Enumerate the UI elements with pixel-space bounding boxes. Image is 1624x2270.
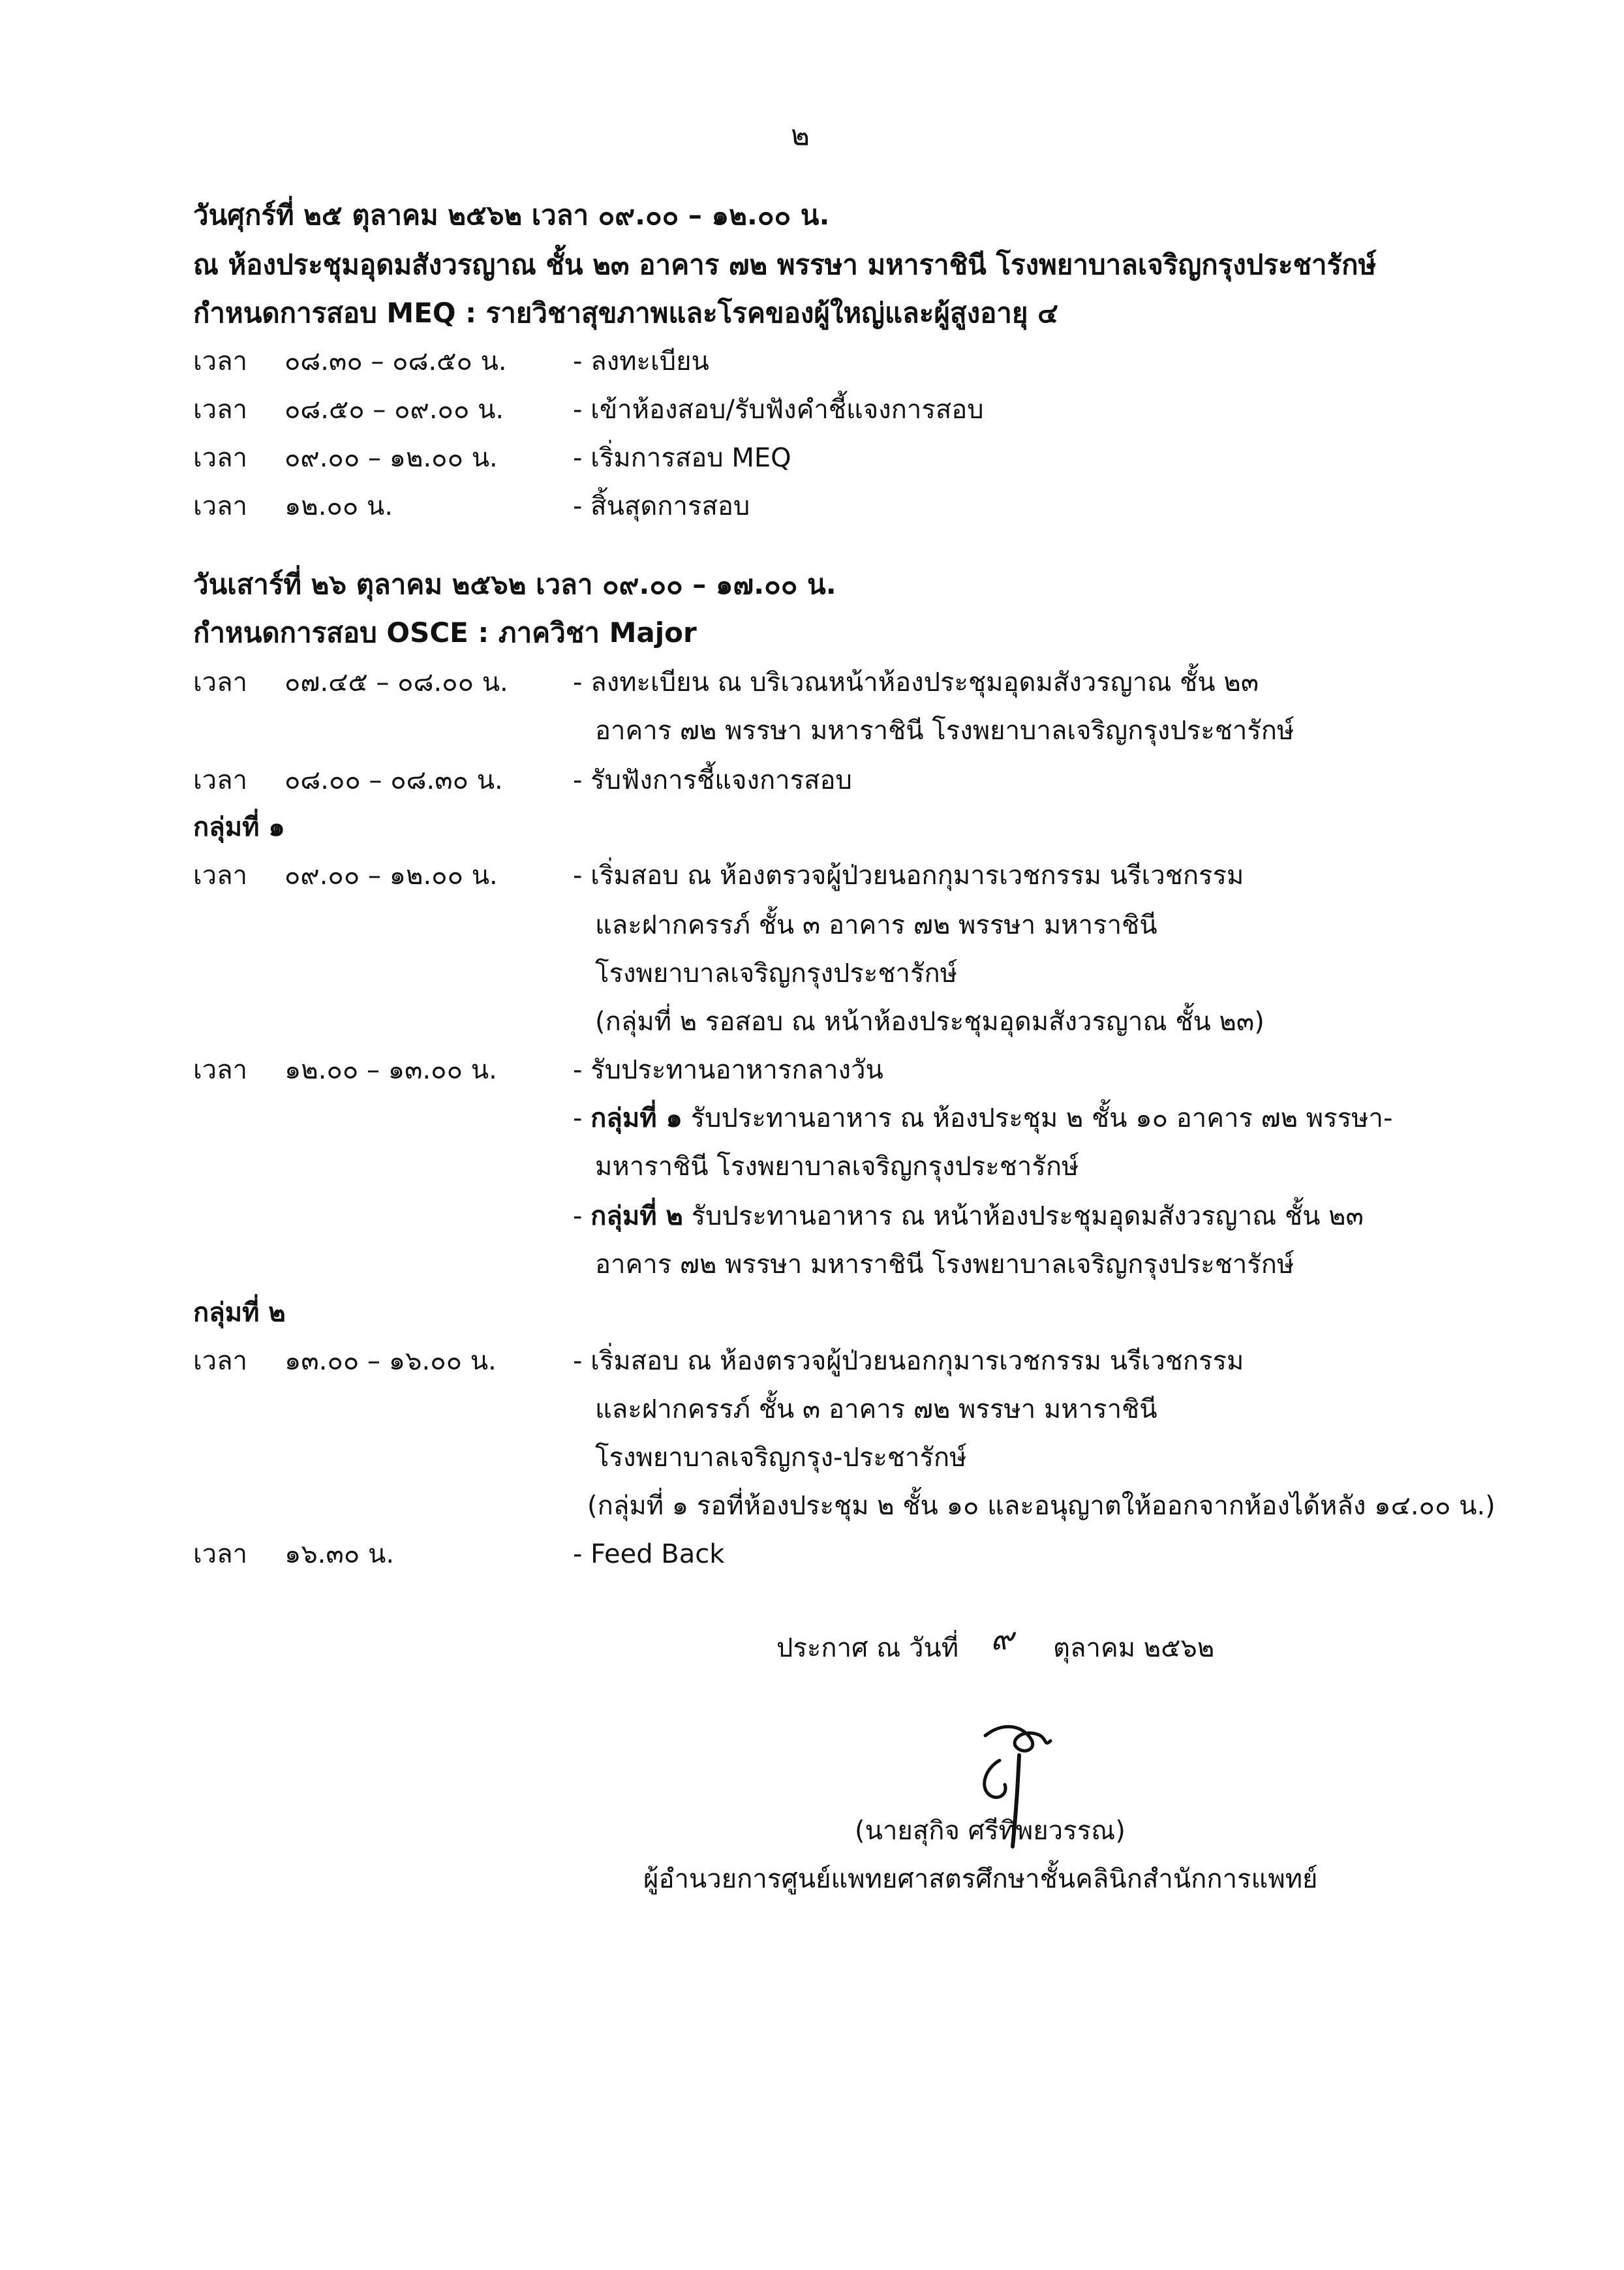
lunch-group2-line <box>573 1197 1364 1236</box>
activity-text: อาคาร ๗๒ พรรษา มหาราชินี โรงพยาบาลเจริญกรุงประชารักษ์ <box>595 1250 1295 1280</box>
time-range: ๑๓.๐๐ – ๑๖.๐๐ น. <box>284 1346 497 1376</box>
activity-text: โรงพยาบาลเจริญกรุงประชารักษ์ <box>595 959 958 989</box>
activity-text: อาคาร ๗๒ พรรษา มหาราชินี โรงพยาบาลเจริญกรุงประชารักษ์ <box>595 716 1295 746</box>
time-label: เวลา <box>193 1055 248 1085</box>
time-label: เวลา <box>193 395 248 425</box>
bullet-dash: - <box>573 1201 591 1231</box>
activity-text: รับประทานอาหาร ณ หน้าห้องประชุมอุดมสังวรญาณ ชั้น ๒๓ <box>682 1201 1364 1231</box>
group-label: กลุ่มที่ ๒ <box>590 1201 683 1231</box>
time-range: ๑๒.๐๐ น. <box>284 491 393 521</box>
time-label: เวลา <box>193 765 248 795</box>
day1-venue: ณ ห้องประชุมอุดมสังวรญาณ ชั้น ๒๓ อาคาร ๗๒ พรรษา มหาราชินี โรงพยาบาลเจริญกรุงประชารักษ์ <box>193 249 1377 281</box>
time-range: ๐๘.๐๐ – ๐๘.๓๐ น. <box>284 765 503 795</box>
group1-heading: กลุ่มที่ ๑ <box>193 812 285 842</box>
signatory-name: (นายสุกิจ ศรีทิพยวรรณ) <box>855 1816 1126 1846</box>
activity-text: - เริ่มสอบ ณ ห้องตรวจผู้ป่วยนอกกุมารเวชกรรม นรีเวชกรรม <box>573 1346 1244 1376</box>
activity-text: โรงพยาบาลเจริญกรุง-ประชารักษ์ <box>595 1443 967 1473</box>
time-range: ๐๙.๐๐ – ๑๒.๐๐ น. <box>284 861 498 891</box>
day2-title: วันเสาร์ที่ ๒๖ ตุลาคม ๒๕๖๒ เวลา ๐๙.๐๐ – ๑๗.๐๐ น. <box>193 568 836 600</box>
activity-text: - สิ้นสุดการสอบ <box>573 491 750 521</box>
activity-text: - เข้าห้องสอบ/รับฟังคำชี้แจงการสอบ <box>573 395 984 425</box>
activity-text: มหาราชินี โรงพยาบาลเจริญกรุงประชารักษ์ <box>595 1152 1079 1182</box>
activity-text: รับประทานอาหาร ณ ห้องประชุม ๒ ชั้น ๑๐ อาคาร ๗๒ พรรษา- <box>682 1103 1393 1133</box>
group-label: กลุ่มที่ ๑ <box>590 1103 682 1133</box>
activity-text: - เริ่มสอบ ณ ห้องตรวจผู้ป่วยนอกกุมารเวชกรรม นรีเวชกรรม <box>573 861 1244 891</box>
time-label: เวลา <box>193 667 248 698</box>
signatory-position: ผู้อำนวยการศูนย์แพทยศาสตรศึกษาชั้นคลินิกสำนักการแพทย์ <box>643 1864 1318 1894</box>
time-range: ๑๖.๓๐ น. <box>284 1539 395 1569</box>
day2-exam-heading: กำหนดการสอบ OSCE : ภาควิชา Major <box>193 617 697 649</box>
time-range: ๐๘.๓๐ – ๐๘.๕๐ น. <box>284 346 507 376</box>
activity-text: - รับประทานอาหารกลางวัน <box>573 1055 883 1085</box>
activity-text: - ลงทะเบียน <box>573 346 709 376</box>
announcement-day-handwritten: ๙ <box>990 1621 1014 1657</box>
time-label: เวลา <box>193 491 248 521</box>
day1-exam-heading: กำหนดการสอบ MEQ : รายวิชาสุขภาพและโรคของผู้ใหญ่และผู้สูงอายุ ๔ <box>193 297 1058 329</box>
lunch-group1-line <box>573 1099 1392 1138</box>
bullet-dash: - <box>573 1103 591 1133</box>
time-label: เวลา <box>193 1346 248 1376</box>
time-label: เวลา <box>193 346 248 376</box>
activity-text: และฝากครรภ์ ชั้น ๓ อาคาร ๗๒ พรรษา มหาราชินี <box>595 1394 1157 1424</box>
group2-heading: กลุ่มที่ ๒ <box>193 1298 286 1328</box>
time-range: ๑๒.๐๐ – ๑๓.๐๐ น. <box>284 1055 497 1085</box>
activity-text: และฝากครรภ์ ชั้น ๓ อาคาร ๗๒ พรรษา มหาราชินี <box>595 910 1157 940</box>
activity-text: - เริ่มการสอบ MEQ <box>573 443 791 473</box>
announcement-prefix: ประกาศ ณ วันที่ <box>776 1633 959 1663</box>
activity-text: - Feed Back <box>573 1539 725 1569</box>
announcement-month-year: ตุลาคม ๒๕๖๒ <box>1053 1633 1215 1663</box>
day1-title: วันศุกร์ที่ ๒๕ ตุลาคม ๒๕๖๒ เวลา ๐๙.๐๐ – ๑๒.๐๐ น. <box>193 199 830 231</box>
time-range: ๐๗.๔๕ – ๐๘.๐๐ น. <box>284 667 508 698</box>
page-number: ๒ <box>791 119 810 152</box>
activity-note: (กลุ่มที่ ๑ รอที่ห้องประชุม ๒ ชั้น ๑๐ และอนุญาตให้ออกจากห้องได้หลัง ๑๔.๐๐ น.) <box>587 1491 1495 1521</box>
activity-text: - ลงทะเบียน ณ บริเวณหน้าห้องประชุมอุดมสังวรญาณ ชั้น ๒๓ <box>573 667 1259 698</box>
time-label: เวลา <box>193 443 248 473</box>
time-range: ๐๘.๕๐ – ๐๙.๐๐ น. <box>284 395 504 425</box>
activity-text: - รับฟังการชี้แจงการสอบ <box>573 765 852 795</box>
time-label: เวลา <box>193 861 248 891</box>
time-label: เวลา <box>193 1539 248 1569</box>
activity-note: (กลุ่มที่ ๒ รอสอบ ณ หน้าห้องประชุมอุดมสังวรญาณ ชั้น ๒๓) <box>595 1007 1264 1037</box>
time-range: ๐๙.๐๐ – ๑๒.๐๐ น. <box>284 443 498 473</box>
